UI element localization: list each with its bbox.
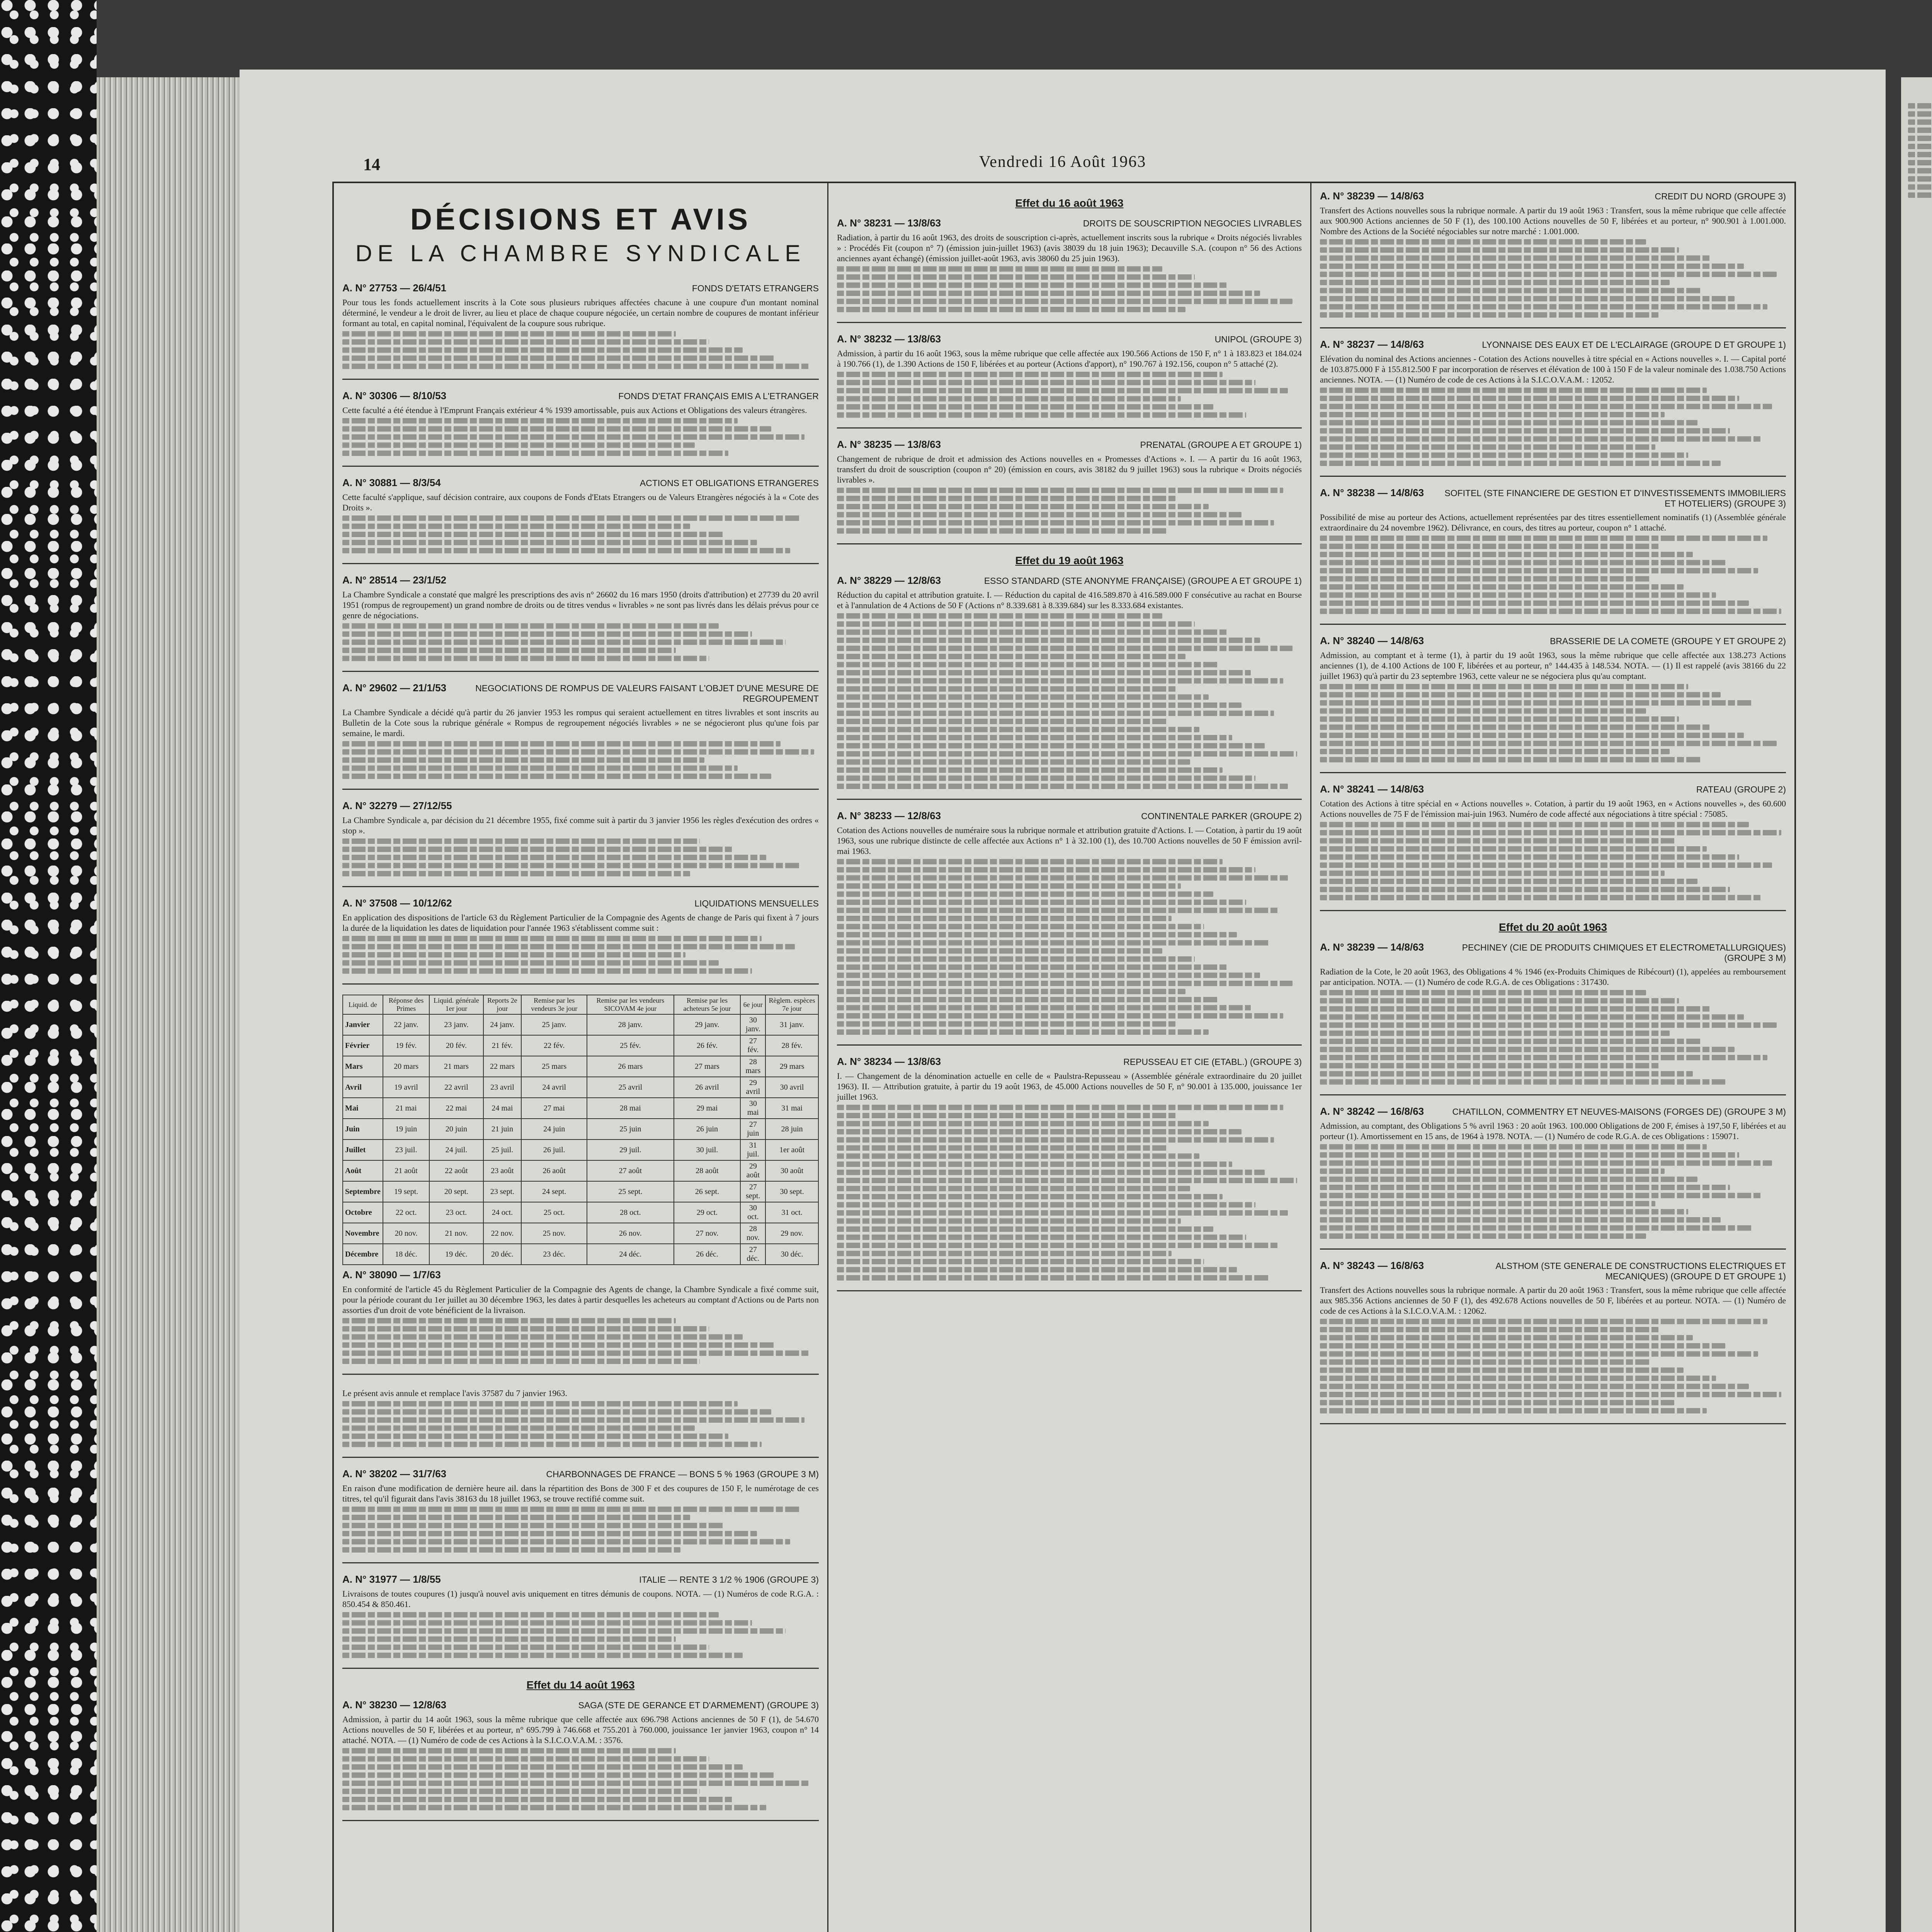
notice-body: La Chambre Syndicale a constaté que malgré les prescriptions des avis n° 26602 du 16 mars 1950 (droits d'attribution) et 27739 du 20 avril 1951 (rompus de regroupement) un grand nombre de droits ou de titres vendus « livrables » ne sont pas livrés dans les délais prévus pour ce genre de négociations.	[342, 590, 819, 620]
table-cell: 21 août	[383, 1160, 430, 1181]
table-cell: 21 juin	[483, 1119, 522, 1139]
table-cell: 30 sept.	[765, 1181, 818, 1202]
table-cell: 22 oct.	[383, 1202, 430, 1223]
table-cell: Décembre	[343, 1244, 383, 1265]
notice-issuer: CHARBONNAGES DE FRANCE — BONS 5 % 1963 (GROUPE 3 M)	[546, 1469, 819, 1479]
notice-header	[837, 217, 1302, 229]
notice-body: En application des dispositions de l'article 63 du Règlement Particulier de la Compagnie des Agents de change de Paris qui fixent à 7 jours la durée de la liquidation les dates de liquidation pour l'année 1963 s'établissent comme suit :	[342, 913, 819, 933]
notice-issuer: BRASSERIE DE LA COMETE (GROUPE Y ET GROUPE 2)	[1550, 636, 1786, 646]
notice	[342, 282, 819, 380]
table-cell: 27 mai	[521, 1098, 587, 1119]
table-cell: 28 oct.	[587, 1202, 673, 1223]
table-cell: Septembre	[343, 1181, 383, 1202]
table-cell: 27 août	[587, 1160, 673, 1181]
table-cell: 31 oct.	[765, 1202, 818, 1223]
table-cell: 29 oct.	[674, 1202, 741, 1223]
notice	[1320, 190, 1786, 328]
table-cell: 20 fév.	[429, 1035, 483, 1056]
table-cell: 28 fév.	[765, 1035, 818, 1056]
notice	[837, 439, 1302, 544]
table-cell: 29 mars	[765, 1056, 818, 1077]
table-cell: 19 juin	[383, 1119, 430, 1139]
table-cell: 26 sept.	[674, 1181, 741, 1202]
notice-body: Cette faculté s'applique, sauf décision contraire, aux coupons de Fonds d'Etats Etrangers ou de Valeurs Etrangères négociés à la « Cote des Droits ».	[342, 492, 819, 512]
table-row	[343, 1077, 818, 1098]
notice-reference: A. N° 38230 — 12/8/63	[342, 1699, 447, 1711]
notice-issuer: ACTIONS ET OBLIGATIONS ETRANGERES	[639, 478, 819, 488]
table-header-cell: Reports 2e jour	[483, 995, 522, 1014]
table-cell: 19 avril	[383, 1077, 430, 1098]
notice-header	[342, 390, 819, 402]
notice-header	[1320, 487, 1786, 509]
table-cell: 19 déc.	[429, 1244, 483, 1265]
notice-header	[1320, 1105, 1786, 1117]
notice-issuer: REPUSSEAU ET CIE (ETABL.) (GROUPE 3)	[1123, 1057, 1302, 1067]
table-header-cell: Liquid. de	[343, 995, 383, 1014]
notice-header	[1320, 338, 1786, 350]
table-row	[343, 1244, 818, 1265]
notice-reference: A. N° 32279 — 27/12/55	[342, 800, 452, 811]
notice	[342, 800, 819, 887]
notice-header	[837, 1056, 1302, 1068]
notice-issuer: ALSTHOM (STE GENERALE DE CONSTRUCTIONS ELECTRIQUES ET MECANIQUES) (GROUPE D ET GROUPE 1)	[1495, 1261, 1786, 1281]
table-cell: 30 mai	[740, 1098, 765, 1119]
effet-heading-16: Effet du 16 août 1963	[1015, 197, 1124, 209]
notice-reference: A. N° 37508 — 10/12/62	[342, 897, 452, 909]
notice-reference: A. N° 30881 — 8/3/54	[342, 477, 441, 488]
page-number: 14	[363, 155, 380, 174]
notice	[837, 810, 1302, 1046]
table-cell: 22 mars	[483, 1056, 522, 1077]
notice	[342, 1385, 819, 1458]
table-header-cell: Liquid. générale 1er jour	[429, 995, 483, 1014]
table-cell: 19 sept.	[383, 1181, 430, 1202]
table-cell: 29 juil.	[587, 1139, 673, 1160]
notice-header	[342, 1573, 819, 1585]
notice-issuer: CONTINENTALE PARKER (GROUPE 2)	[1141, 811, 1302, 821]
notice-body: Admission, à partir du 14 août 1963, sous la même rubrique que celle affectée aux 696.798 Actions anciennes de 50 F (1), de 54.670 Actions nouvelles de 50 F, libérées et au porteur, n° 695.799 à 746.668 et 755.201 à 760.000, jouissance 1er janvier 1963, coupon n° 14 attaché. NOTA. — (1) Numéro de code de ces Actions à la S.I.C.O.V.A.M. : 3576.	[342, 1714, 819, 1745]
table-cell: 30 juil.	[674, 1139, 741, 1160]
table-cell: 28 mai	[587, 1098, 673, 1119]
table-cell: Mars	[343, 1056, 383, 1077]
notice-issuer: UNIPOL (GROUPE 3)	[1214, 334, 1302, 344]
table-cell: 31 mai	[765, 1098, 818, 1119]
table-cell: 25 janv.	[521, 1014, 587, 1035]
table-cell: 26 déc.	[674, 1244, 741, 1265]
table-cell: 27 sept.	[740, 1181, 765, 1202]
table-cell: 28 janv.	[587, 1014, 673, 1035]
table-cell: 31 juil.	[740, 1139, 765, 1160]
table-cell: 24 mai	[483, 1098, 522, 1119]
notice	[342, 477, 819, 564]
notice-body: Radiation de la Cote, le 20 août 1963, des Obligations 4 % 1946 (ex-Produits Chimiques de Ribécourt) (1), appelées au remboursement par anticipation. NOTA. — (1) Numéro de code R.G.A. de ces Obligations : 317430.	[1320, 967, 1786, 987]
table-cell: 25 sept.	[587, 1181, 673, 1202]
table-row	[343, 1181, 818, 1202]
table-row	[343, 1035, 818, 1056]
notice-reference: A. N° 29602 — 21/1/53	[342, 682, 447, 694]
notice-issuer: CREDIT DU NORD (GROUPE 3)	[1655, 191, 1786, 201]
table-header-cell: Règlem. espèces 7e jour	[765, 995, 818, 1014]
notice	[1320, 487, 1786, 625]
table-cell: 19 fév.	[383, 1035, 430, 1056]
table-cell: 20 juin	[429, 1119, 483, 1139]
table-cell: 23 août	[483, 1160, 522, 1181]
notice-header	[1320, 783, 1786, 795]
notice-header	[342, 282, 819, 294]
table-cell: 29 nov.	[765, 1223, 818, 1244]
notice-body: Pour tous les fonds actuellement inscrits à la Cote sous plusieurs rubriques affectées chacune à une coupure d'un montant nominal déterminé, le vendeur a le droit de livrer, au lieu et place de chaque coupure négociée, un certain nombre de coupures de montant inférieur formant au total, en capital nominal, l'équivalent de la coupure sous rubrique.	[342, 298, 819, 328]
table-cell: 25 mars	[521, 1056, 587, 1077]
table-cell: 21 fév.	[483, 1035, 522, 1056]
table-cell: 24 juil.	[429, 1139, 483, 1160]
notice-header	[342, 574, 819, 586]
table-cell: 28 juin	[765, 1119, 818, 1139]
notice-issuer: SAGA (STE DE GERANCE ET D'ARMEMENT) (GROUPE 3)	[578, 1700, 819, 1710]
notice-body: En raison d'une modification de dernière heure ail. dans la répartition des Bons de 300 F et des coupures de 150 F, le numérotage de ces titres, tel qu'il figurait dans l'avis 38163 du 18 juillet 1963, se trouve rectifié comme suit.	[342, 1483, 819, 1503]
notice-body: Admission, à partir du 16 août 1963, sous la même rubrique que celle affectée aux 190.566 Actions de 150 F, n° 1 à 183.823 et 184.024 à 190.766 (1), de 1.390 Actions de 150 F, libérées et au porteur (Actions d'apport), n° 190.767 à 192.156, coupon n° 5 attaché (2).	[837, 349, 1302, 369]
column-3	[1311, 183, 1794, 1932]
notice-body: I. — Changement de la dénomination actuelle en celle de « Paulstra-Repusseau » (Assemblée générale extraordinaire du 20 juillet 1963). II. — Attribution gratuite, à partir du 19 août 1963, de 45.000 Actions nouvelles de 50 F, n° 90.001 à 135.000, jouissance 1er juillet 1963.	[837, 1071, 1302, 1102]
table-cell: 23 sept.	[483, 1181, 522, 1202]
notice	[1320, 783, 1786, 911]
table-cell: 25 oct.	[521, 1202, 587, 1223]
masthead-subtitle: DE LA CHAMBRE SYNDICALE	[355, 240, 806, 266]
notice	[342, 1269, 819, 1375]
table-cell: 22 mai	[429, 1098, 483, 1119]
notice	[1320, 338, 1786, 477]
notice-reference: A. N° 38235 — 13/8/63	[837, 439, 941, 450]
table-cell: Avril	[343, 1077, 383, 1098]
notice-reference: A. N° 38202 — 31/7/63	[342, 1468, 447, 1480]
table-cell: 23 janv.	[429, 1014, 483, 1035]
notice	[342, 1468, 819, 1563]
table-cell: 29 août	[740, 1160, 765, 1181]
newspaper-page	[240, 70, 1886, 1932]
notice-header	[837, 575, 1302, 587]
table-cell: 24 avril	[521, 1077, 587, 1098]
table-cell: 1er août	[765, 1139, 818, 1160]
table-cell: Juillet	[343, 1139, 383, 1160]
notice-body: Cette faculté a été étendue à l'Emprunt Français extérieur 4 % 1939 amortissable, puis aux Actions et Obligations des valeurs étrangères.	[342, 405, 807, 415]
table-row	[343, 1056, 818, 1077]
table-row	[343, 1223, 818, 1244]
table-cell: 24 janv.	[483, 1014, 522, 1035]
notice-issuer: LYONNAISE DES EAUX ET DE L'ECLAIRAGE (GROUPE D ET GROUPE 1)	[1482, 340, 1786, 350]
masthead	[342, 202, 819, 267]
notice	[342, 682, 819, 790]
table-row	[343, 1202, 818, 1223]
table-cell: 18 déc.	[383, 1244, 430, 1265]
notice	[342, 1573, 819, 1669]
table-cell: 30 oct.	[740, 1202, 765, 1223]
notice-body: Le présent avis annule et remplace l'avis 37587 du 7 janvier 1963.	[342, 1388, 567, 1398]
table-row	[343, 1139, 818, 1160]
notice-header	[837, 439, 1302, 451]
table-cell: 28 août	[674, 1160, 741, 1181]
notice	[837, 333, 1302, 429]
liquidation-table	[342, 995, 819, 1265]
notice-reference: A. N° 38243 — 16/8/63	[1320, 1260, 1424, 1271]
notice-body: Livraisons de toutes coupures (1) jusqu'à nouvel avis uniquement en titres démunis de coupons. NOTA. — (1) Numéros de code R.G.A. : 850.454 & 850.461.	[342, 1589, 819, 1609]
notice-header	[1320, 941, 1786, 963]
notice-body: En conformité de l'article 45 du Règlement Particulier de la Compagnie des Agents de change, la Chambre Syndicale a fixé comme suit, pour la période courant du 1er juillet au 30 décembre 1963, les dates à partir desquelles les acheteurs au comptant d'Actions ou de Parts non assorties d'un droit de vote bénéficient de la livraison.	[342, 1284, 819, 1315]
table-cell: 23 avril	[483, 1077, 522, 1098]
table-cell: 27 déc.	[740, 1244, 765, 1265]
facing-page-text	[1901, 77, 1932, 198]
notice-header	[342, 1269, 819, 1281]
notice-body: Réduction du capital et attribution gratuite. I. — Réduction du capital de 416.589.870 à 416.589.000 F consécutive au rachat en Bourse et à l'annulation de 4 Actions de 50 F (Actions n° 8.339.681 à 8.339.684) sur les 8.333.684 existantes.	[837, 590, 1302, 610]
notice-header	[837, 333, 1302, 345]
table-cell: 20 nov.	[383, 1223, 430, 1244]
table-cell: 25 avril	[587, 1077, 673, 1098]
notice-body: Changement de rubrique de droit et admission des Actions nouvelles en « Promesses d'Actions ». I. — A partir du 16 août 1963, transfert du droit de souscription (coupon n° 20) (émission en cours, avis 38182 du 9 juillet 1963) sous la rubrique « Droits négociés livrables ».	[837, 454, 1302, 485]
table-cell: 23 juil.	[383, 1139, 430, 1160]
notice	[1320, 635, 1786, 773]
notice-issuer: DROITS DE SOUSCRIPTION NEGOCIES LIVRABLES	[1083, 218, 1302, 228]
notice-reference: A. N° 38239 — 14/8/63	[1320, 190, 1424, 202]
notice-body: La Chambre Syndicale a décidé qu'à partir du 26 janvier 1953 les rompus qui seraient actuellement en titres livrables et sont inscrits au Bulletin de la Cote sous la rubrique générale « Rompus de regroupement négociés livrables » ne se négocieront plus qu'une fois par semaine, le mardi.	[342, 707, 819, 738]
notice	[837, 217, 1302, 323]
notice-issuer: ESSO STANDARD (STE ANONYME FRANÇAISE) (GROUPE A ET GROUPE 1)	[984, 576, 1302, 586]
notice-body: Radiation, à partir du 16 août 1963, des droits de souscription ci-après, actuellement inscrits sous la rubrique « Droits négociés livrables » : Procédés Fit (coupon n° 7) (émission juin-juillet 1963) (avis 38039 du 18 juin 1963); Decauville S.A. (coupon n° 56 des Actions anciennes ayant échangé) (émission juillet-août 1963, avis 38060 du 25 juin 1963).	[837, 233, 1302, 263]
effet-heading-20: Effet du 20 août 1963	[1498, 921, 1607, 933]
notice-issuer: NEGOCIATIONS DE ROMPUS DE VALEURS FAISANT L'OBJET D'UNE MESURE DE REGROUPEMENT	[475, 683, 819, 704]
notice-header	[1320, 190, 1786, 202]
table-header-cell: Remise par les vendeurs 3e jour	[521, 995, 587, 1014]
notice-reference: A. N° 31977 — 1/8/55	[342, 1573, 441, 1585]
notice-reference: A. N° 38233 — 12/8/63	[837, 810, 941, 821]
table-cell: 30 janv.	[740, 1014, 765, 1035]
table-cell: 21 nov.	[429, 1223, 483, 1244]
notice-issuer: FONDS D'ETAT FRANÇAIS EMIS A L'ETRANGER	[618, 391, 819, 401]
notice	[342, 390, 819, 467]
notice-header	[342, 1699, 819, 1711]
notice	[1320, 1260, 1786, 1424]
table-cell: 23 déc.	[521, 1244, 587, 1265]
table-cell: 27 nov.	[674, 1223, 741, 1244]
notice-header	[837, 810, 1302, 822]
notice-reference: A. N° 38232 — 13/8/63	[837, 333, 941, 345]
table-row	[343, 1160, 818, 1181]
table-cell: 22 fév.	[521, 1035, 587, 1056]
notice	[837, 1056, 1302, 1291]
effet-heading-19: Effet du 19 août 1963	[1015, 554, 1124, 566]
table-cell: 31 janv.	[765, 1014, 818, 1035]
table-cell: 29 mai	[674, 1098, 741, 1119]
notice-body: Elévation du nominal des Actions anciennes - Cotation des Actions nouvelles à titre spécial en « Actions nouvelles ». I. — Capital porté de 103.875.000 F à 155.812.500 F par incorporation de réserves et élévation de 100 à 150 F de la valeur nominale des 1.038.750 Actions anciennes. NOTA. — (1) Numéro de code de ces Actions à la S.I.C.O.V.A.M. : 12052.	[1320, 354, 1786, 384]
notice-reference: A. N° 38238 — 14/8/63	[1320, 487, 1424, 498]
table-cell: 21 mars	[429, 1056, 483, 1077]
notice-reference: A. N° 38239 — 14/8/63	[1320, 941, 1424, 953]
table-cell: 27 mars	[674, 1056, 741, 1077]
notice-issuer: PRENATAL (GROUPE A ET GROUPE 1)	[1140, 440, 1302, 450]
book-spine	[0, 0, 97, 1932]
notice-issuer: RATEAU (GROUPE 2)	[1696, 784, 1786, 794]
table-cell: 22 avril	[429, 1077, 483, 1098]
notice-issuer: SOFITEL (STE FINANCIERE DE GESTION ET D'INVESTISSEMENTS IMMOBILIERS ET HOTELIERS) (GROUPE 3)	[1444, 488, 1786, 509]
table-row	[343, 1098, 818, 1119]
masthead-title: DÉCISIONS ET AVIS	[410, 202, 751, 236]
table-cell: 24 oct.	[483, 1202, 522, 1223]
notice	[342, 574, 819, 672]
facing-page-fragment	[1901, 77, 1932, 1932]
table-cell: 21 mai	[383, 1098, 430, 1119]
table-cell: 25 nov.	[521, 1223, 587, 1244]
table-cell: Juin	[343, 1119, 383, 1139]
table-cell: Février	[343, 1035, 383, 1056]
notice-body: Transfert des Actions nouvelles sous la rubrique normale. A partir du 19 août 1963 : Transfert, sous la même rubrique que celle affectée aux 900.900 Actions anciennes de 50 F (1), des 100.100 Actions nouvelles de 50 F, libérées et au porteur, n° 900.901 à 1.001.000. Nombre des Actions de la Société négociables sur notre marché : 1.001.000.	[1320, 206, 1786, 236]
table-cell: 22 août	[429, 1160, 483, 1181]
effet-heading-14: Effet du 14 août 1963	[526, 1679, 635, 1691]
table-cell: 24 juin	[521, 1119, 587, 1139]
notice-reference: A. N° 38237 — 14/8/63	[1320, 338, 1424, 350]
column-2	[828, 183, 1311, 1932]
notice-header	[342, 897, 819, 909]
notice-issuer: PECHINEY (CIE DE PRODUITS CHIMIQUES ET ELECTROMETALLURGIQUES) (GROUPE 3 M)	[1462, 942, 1786, 963]
table-cell: 24 sept.	[521, 1181, 587, 1202]
table-cell: 27 fév.	[740, 1035, 765, 1056]
table-cell: Août	[343, 1160, 383, 1181]
table-cell: 22 janv.	[383, 1014, 430, 1035]
notice-reference: A. N° 38242 — 16/8/63	[1320, 1105, 1424, 1117]
notice-issuer: LIQUIDATIONS MENSUELLES	[694, 898, 819, 908]
table-cell: 30 avril	[765, 1077, 818, 1098]
table-cell: 28 mars	[740, 1056, 765, 1077]
table-header-cell: 6e jour	[740, 995, 765, 1014]
table-cell: 26 nov.	[587, 1223, 673, 1244]
table-cell: Octobre	[343, 1202, 383, 1223]
table-cell: 30 août	[765, 1160, 818, 1181]
table-cell: 22 nov.	[483, 1223, 522, 1244]
notice	[342, 897, 819, 985]
table-cell: 25 fév.	[587, 1035, 673, 1056]
notice-issuer: FONDS D'ETATS ETRANGERS	[692, 283, 819, 293]
notice-body: La Chambre Syndicale a, par décision du 21 décembre 1955, fixé comme suit à partir du 3 janvier 1956 les règles d'exécution des ordres « stop ».	[342, 815, 819, 835]
notice-body: Admission, au comptant et à terme (1), à partir du 19 août 1963, sous la même rubrique que celle affectée aux 138.273 Actions anciennes (1), de 4.100 Actions de 100 F, libérées et au porteur, n° 144.435 à 148.534. NOTA. — (1) Il est rappelé (avis 38166 du 22 juillet 1963) qu'à partir du 23 septembre 1963, cette valeur ne se négociera plus qu'au comptant.	[1320, 650, 1786, 681]
table-cell: 26 fév.	[674, 1035, 741, 1056]
notice-reference: A. N° 38234 — 13/8/63	[837, 1056, 941, 1067]
table-header-cell: Remise par les vendeurs SICOVAM 4e jour	[587, 995, 673, 1014]
table-cell: 24 déc.	[587, 1244, 673, 1265]
notice-reference: A. N° 28514 — 23/1/52	[342, 574, 447, 586]
notice-body: Admission, au comptant, des Obligations 5 % avril 1963 : 20 août 1963. 100.000 Obligations de 200 F, émises à 197,50 F, libérées et au porteur (1). Amortissement en 15 ans, de 1964 à 1978. NOTA. — (1) Numéro de code R.G.A. de ces Obligations : 159071.	[1320, 1121, 1786, 1141]
table-cell: Mai	[343, 1098, 383, 1119]
table-cell: Novembre	[343, 1223, 383, 1244]
notice	[342, 1699, 819, 1821]
notice-reference: A. N° 30306 — 8/10/53	[342, 390, 447, 401]
table-cell: Janvier	[343, 1014, 383, 1035]
notice-issuer: ITALIE — RENTE 3 1/2 % 1906 (GROUPE 3)	[639, 1575, 819, 1585]
table-cell: 29 janv.	[674, 1014, 741, 1035]
notice-header	[342, 1468, 819, 1480]
table-cell: 25 juin	[587, 1119, 673, 1139]
page-stack-edge	[97, 77, 241, 1932]
notice	[1320, 941, 1786, 1095]
table-cell: 26 mars	[587, 1056, 673, 1077]
table-cell: 20 sept.	[429, 1181, 483, 1202]
table-header-cell: Remise par les acheteurs 5e jour	[674, 995, 741, 1014]
content-frame	[332, 182, 1796, 1932]
notice-header	[342, 477, 819, 489]
notice-header	[1320, 635, 1786, 647]
table-row	[343, 1119, 818, 1139]
table-cell: 23 oct.	[429, 1202, 483, 1223]
column-1	[334, 183, 828, 1932]
table-cell: 20 mars	[383, 1056, 430, 1077]
page-date: Vendredi 16 Août 1963	[979, 153, 1146, 171]
notice-reference: A. N° 27753 — 26/4/51	[342, 282, 447, 294]
table-row	[343, 1014, 818, 1035]
notice-header	[342, 800, 819, 812]
table-cell: 26 août	[521, 1160, 587, 1181]
notice-reference: A. N° 38240 — 14/8/63	[1320, 635, 1424, 646]
table-cell: 29 avril	[740, 1077, 765, 1098]
notice-reference: A. N° 38231 — 13/8/63	[837, 217, 941, 229]
notice-body: Transfert des Actions nouvelles sous la rubrique normale. A partir du 20 août 1963 : Transfert, sous la même rubrique que celle affectée aux 985.356 Actions anciennes de 50 F (1), des 492.678 Actions nouvelles de 50 F, libérées et au porteur. NOTA. — (1) Numéro de code de ces Actions à la S.I.C.O.V.A.M. : 12062.	[1320, 1285, 1786, 1316]
notice-reference: A. N° 38090 — 1/7/63	[342, 1269, 441, 1281]
notice-reference: A. N° 38241 — 14/8/63	[1320, 783, 1424, 795]
notice-body: Cotation des Actions nouvelles de numéraire sous la rubrique normale et attribution gratuite d'Actions. I. — Cotation, à partir du 19 août 1963, sous une rubrique distincte de celle affectée aux Actions n° 1 à 32.100 (1), des 10.700 Actions nouvelles de 50 F émission avril-mai 1963.	[837, 825, 1302, 856]
table-cell: 25 juil.	[483, 1139, 522, 1160]
notice-issuer: CHATILLON, COMMENTRY ET NEUVES-MAISONS (FORGES DE) (GROUPE 3 M)	[1452, 1107, 1786, 1117]
table-cell: 26 avril	[674, 1077, 741, 1098]
notice-reference: A. N° 38229 — 12/8/63	[837, 575, 941, 586]
notice-body: Cotation des Actions à titre spécial en « Actions nouvelles ». Cotation, à partir du 19 août 1963, en « Actions nouvelles », des 60.600 Actions nouvelles de 75 F de l'émission mai-juin 1963. Numéro de code affecté aux négociations à titre spécial : 75085.	[1320, 799, 1786, 819]
table-header-cell: Réponse des Primes	[383, 995, 430, 1014]
table-cell: 28 nov.	[740, 1223, 765, 1244]
table-cell: 26 juin	[674, 1119, 741, 1139]
notice	[837, 575, 1302, 800]
notice-header	[342, 682, 819, 704]
table-cell: 20 déc.	[483, 1244, 522, 1265]
table-cell: 26 juil.	[521, 1139, 587, 1160]
notice-header	[1320, 1260, 1786, 1282]
table-cell: 27 juin	[740, 1119, 765, 1139]
notice-body: Possibilité de mise au porteur des Actions, actuellement représentées par des titres essentiellement nominatifs (1) (Assemblée générale extraordinaire du 24 novembre 1962). Délivrance, en cours, des titres au porteur, coupon n° 1 attaché.	[1320, 512, 1786, 532]
table-cell: 30 déc.	[765, 1244, 818, 1265]
notice	[1320, 1105, 1786, 1250]
